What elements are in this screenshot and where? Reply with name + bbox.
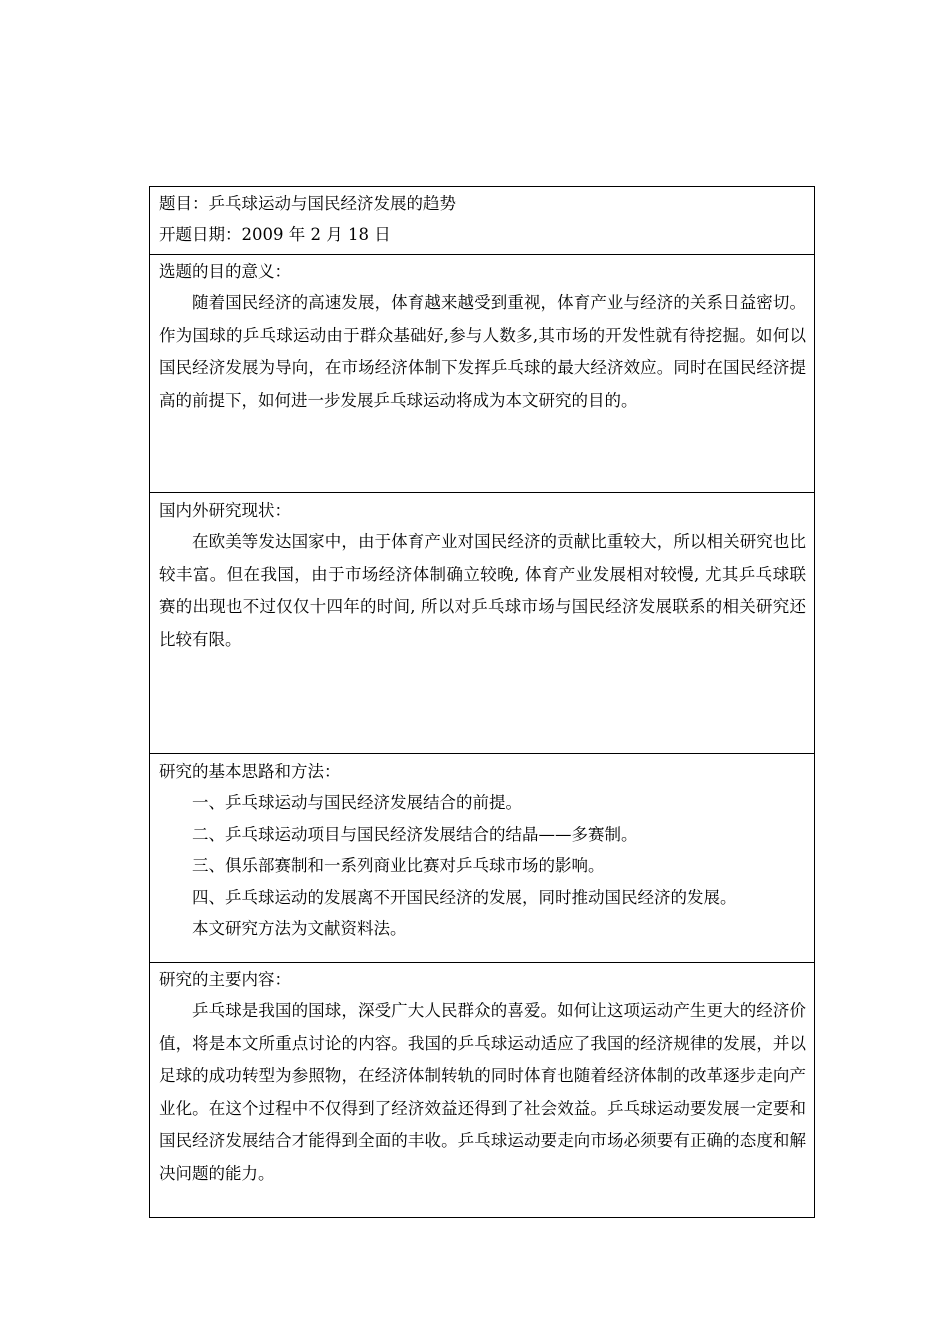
method-item: 四、乒乓球运动的发展离不开国民经济的发展，同时推动国民经济的发展。 <box>192 887 737 907</box>
header-section <box>150 187 814 254</box>
method-item: 本文研究方法为文献资料法。 <box>192 919 407 938</box>
research-status-section <box>150 492 814 753</box>
purpose-heading: 选题的目的意义： <box>159 262 291 281</box>
method-item: 三、俱乐部赛制和一系列商业比赛对乒乓球市场的影响。 <box>192 856 605 875</box>
research-status-body: 在欧美等发达国家中，由于体育产业对国民经济的贡献比重较大，所以相关研究也比较丰富。但在我国，由于市场经济体制确立较晚, 体育产业发展相对较慢, 尤其乒乓球联赛的出现也不过仅仅十四年的时间, 所以对乒乓球市场与国民经济发展联系的相关研究还比较有限。 <box>159 532 806 649</box>
purpose-body: 随着国民经济的高速发展，体育越来越受到重视，体育产业与经济的关系日益密切。作为国球的乒乓球运动由于群众基础好,参与人数多,其市场的开发性就有待挖掘。如何以国民经济发展为导向，在市场经济体制下发挥乒乓球的最大经济效应。同时在国民经济提高的前提下，如何进一步发展乒乓球运动将成为本文研究的目的。 <box>159 293 806 410</box>
method-item: 二、乒乓球运动项目与国民经济发展结合的结晶——多赛制。 <box>192 824 638 844</box>
proposal-date: 开题日期：2009 年 2 月 18 日 <box>159 225 391 244</box>
method-item: 一、乒乓球运动与国民经济发展结合的前提。 <box>192 793 522 812</box>
main-content-body: 乒乓球是我国的国球，深受广大人民群众的喜爱。如何让这项运动产生更大的经济价值，将是本文所重点讨论的内容。我国的乒乓球运动适应了我国的经济规律的发展，并以足球的成功转型为参照物，在经济体制转轨的同时体育也随着经济体制的改革逐步走向产业化。在这个过程中不仅得到了经济效益还得到了社会效益。乒乓球运动要发展一定要和国民经济发展结合才能得到全面的丰收。乒乓球运动要走向市场必须要有正确的态度和解决问题的能力。 <box>159 1001 806 1183</box>
main-content-heading: 研究的主要内容： <box>159 970 291 989</box>
proposal-form-table <box>149 186 815 1218</box>
topic-title: 题目：乒乓球运动与国民经济发展的趋势 <box>159 194 456 213</box>
method-section <box>150 753 814 962</box>
method-heading: 研究的基本思路和方法： <box>159 762 341 781</box>
purpose-section <box>150 254 814 492</box>
research-status-heading: 国内外研究现状： <box>159 501 291 520</box>
main-content-section <box>150 962 814 1217</box>
